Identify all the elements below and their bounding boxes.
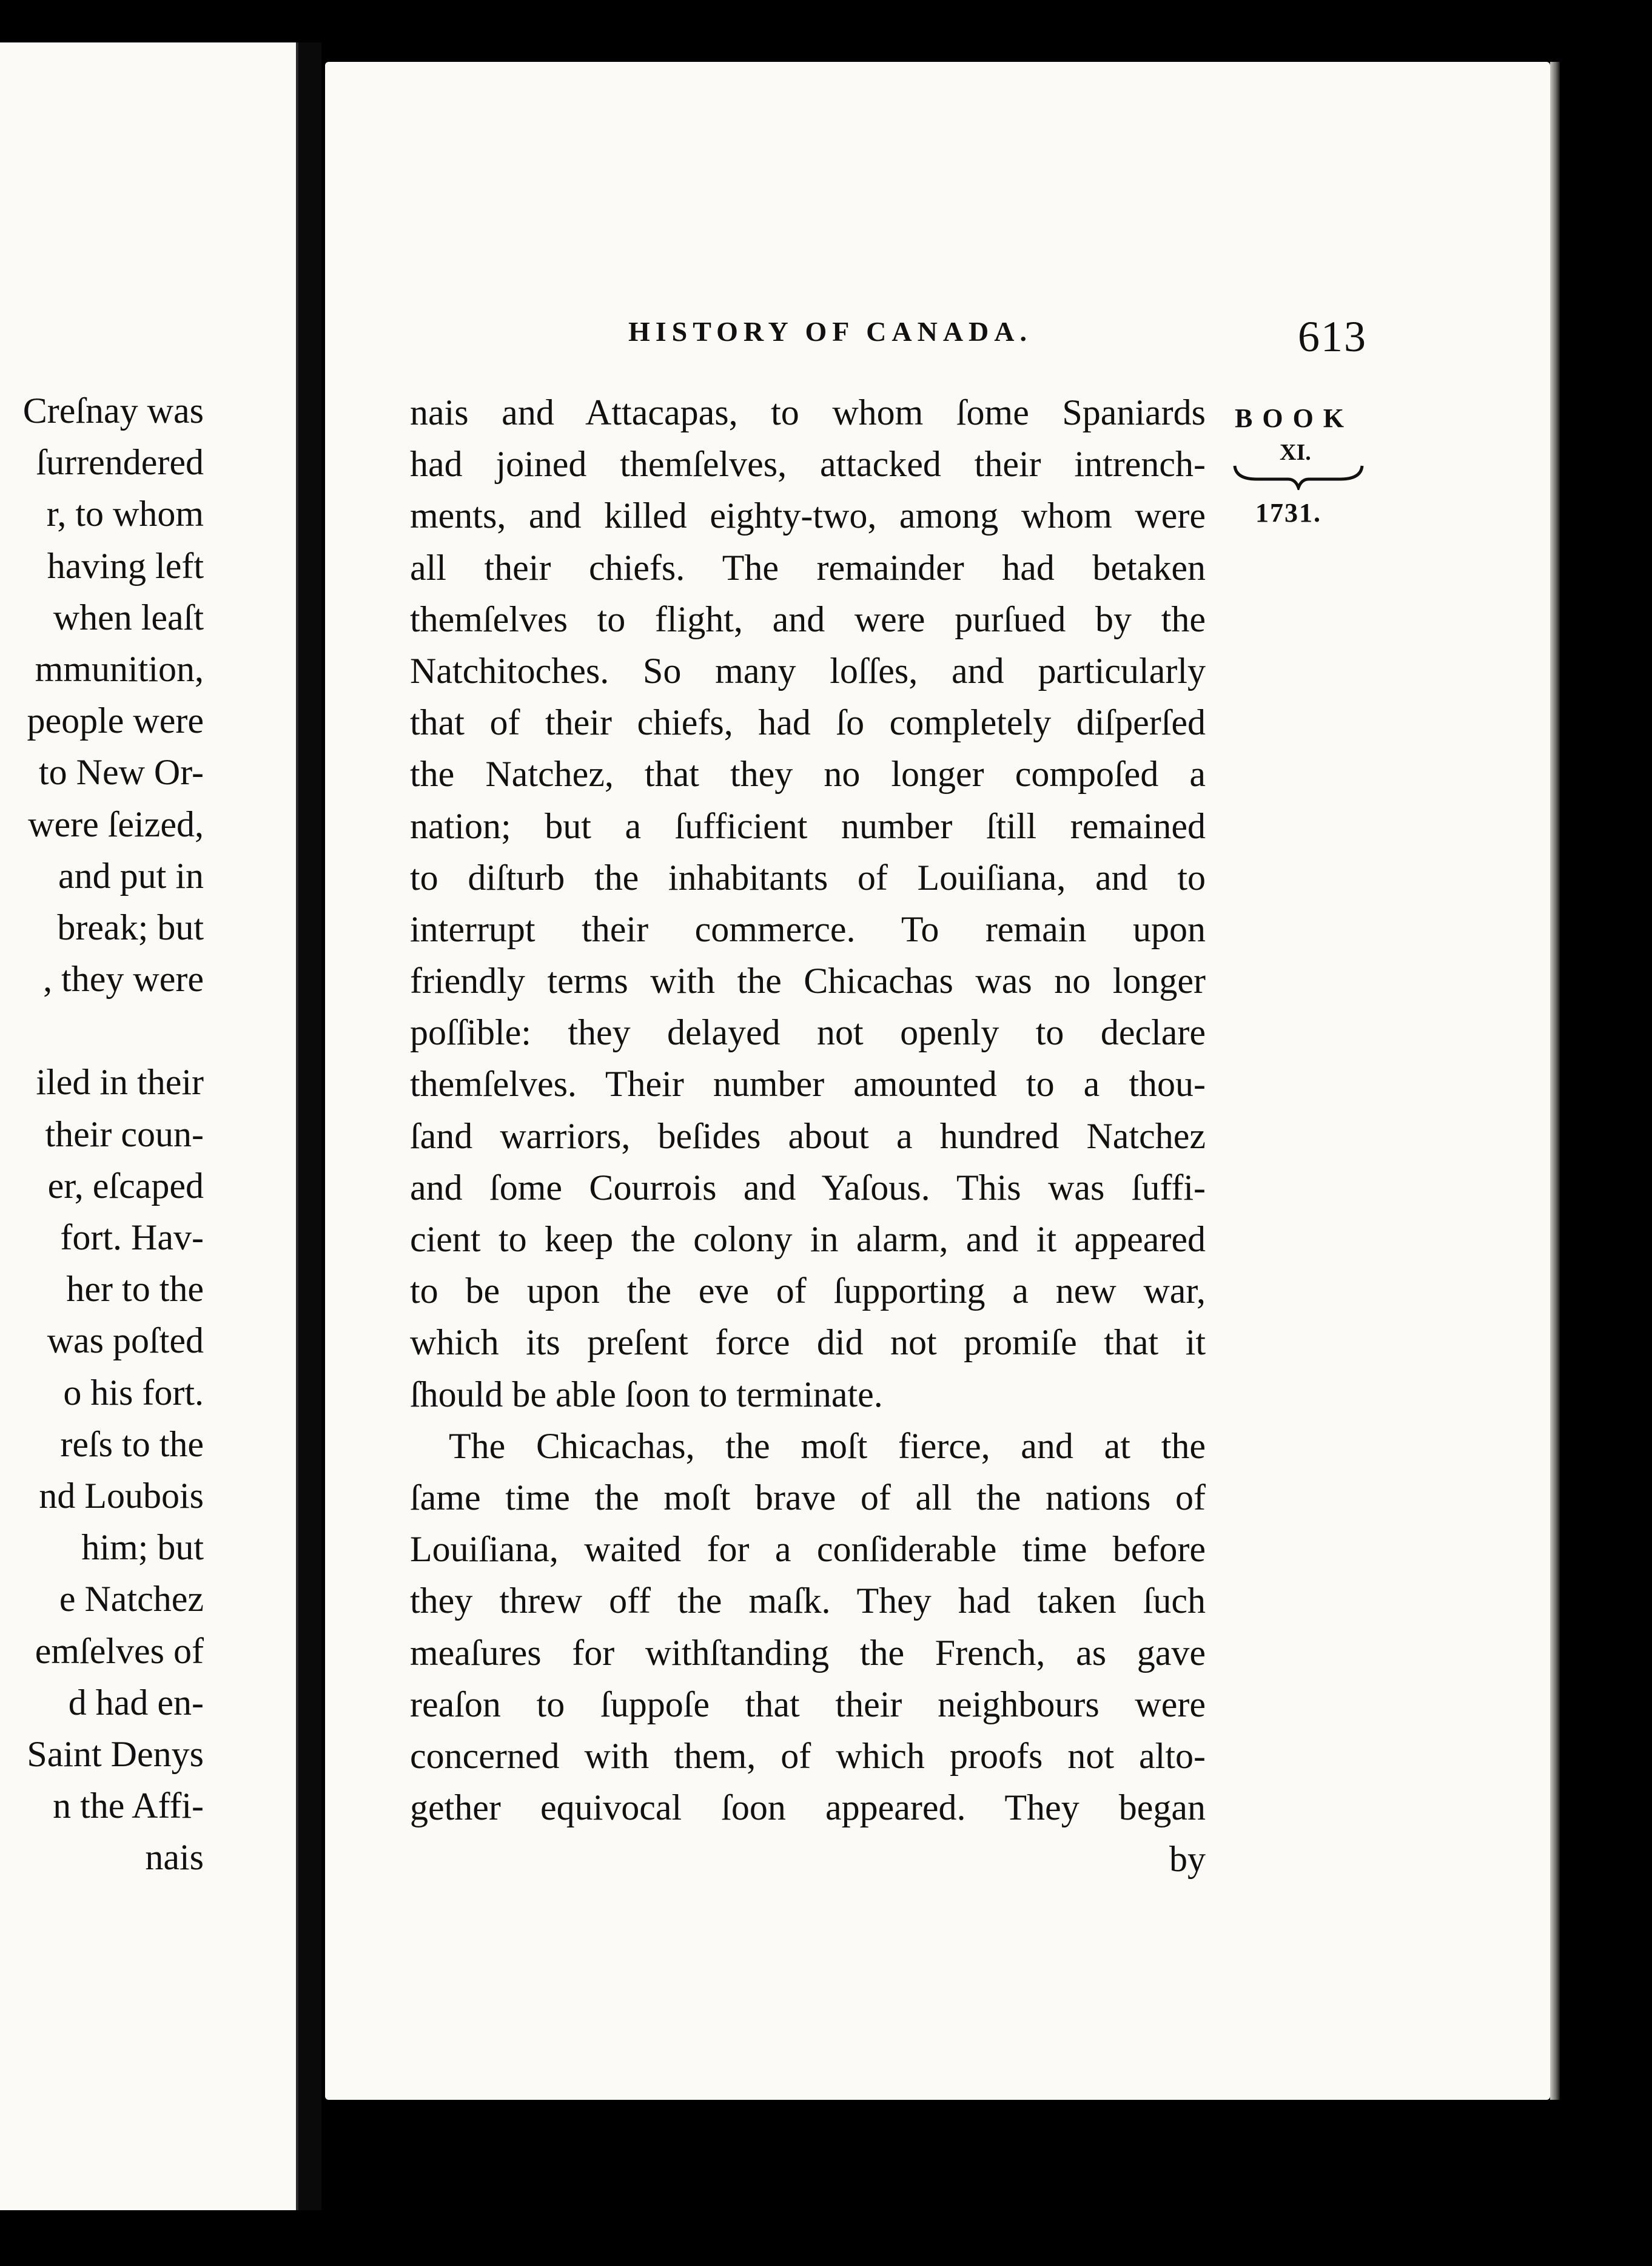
left-line: people were [27, 701, 204, 741]
running-head: HISTORY OF CANADA. [628, 316, 1033, 347]
left-line: ſurrendered [36, 442, 204, 483]
left-line: er, eſcaped [47, 1165, 204, 1206]
left-line [0, 1005, 204, 1057]
text-line: that of their chiefs, had ſo completely diſperſed [410, 702, 1206, 743]
text-line: friendly terms with the Chicachas was no longer [410, 961, 1206, 1001]
text-line: ments, and killed eighty-two, among whom were [410, 496, 1206, 536]
margin-year: 1731. [1255, 498, 1321, 528]
text-line: concerned with them, of which proofs not alto- [410, 1735, 1206, 1776]
left-line: reſs to the [60, 1424, 204, 1464]
text-line: poſſible: they delayed not openly to declare [410, 1012, 1206, 1053]
left-line: d had en- [68, 1682, 204, 1723]
text-line: which its preſent force did not promiſe that it [410, 1322, 1206, 1363]
left-line: Creſnay was [22, 391, 204, 431]
left-line: break; but [57, 907, 204, 947]
text-line: had joined themſelves, attacked their intrench- [410, 444, 1206, 485]
left-line: emſelves of [35, 1630, 204, 1671]
left-line: and put in [58, 855, 204, 896]
left-line: mmunition, [35, 648, 204, 689]
left-line: having left [47, 545, 204, 586]
text-line: The Chicachas, the moſt fierce, and at the [449, 1425, 1206, 1466]
left-line: iled in their [36, 1062, 204, 1103]
text-line: ſame time the moſt brave of all the nations of [410, 1477, 1206, 1518]
text-line: nais and Attacapas, to whom ſome Spaniards [410, 392, 1206, 432]
text-line: to be upon the eve of ſupporting a new war, [410, 1271, 1206, 1311]
left-line: r, to whom [46, 494, 204, 534]
text-line: gether equivocal ſoon appeared. They began [410, 1787, 1206, 1828]
text-line: ſand warriors, beſides about a hundred Natchez [410, 1115, 1206, 1156]
margin-book-label: BOOK [1235, 403, 1354, 433]
page-edge-shadow [1550, 62, 1560, 2100]
main-text [410, 387, 1206, 1885]
brace-icon [1232, 461, 1365, 490]
text-line: nation; but a ſufficient number ſtill remained [410, 805, 1206, 846]
left-line: fort. Hav- [60, 1217, 204, 1257]
left-line: n the Affi- [53, 1786, 204, 1826]
left-line: , they were [43, 959, 204, 1000]
page-number: 613 [1298, 312, 1367, 361]
text-line: meaſures for withſtanding the French, as gave [410, 1632, 1206, 1673]
text-line: themſelves. Their number amounted to a thou- [410, 1064, 1206, 1104]
left-line: o his fort. [63, 1372, 204, 1413]
left-line: were ſeized, [28, 804, 204, 844]
text-line: all their chiefs. The remainder had betaken [410, 547, 1206, 588]
text-line: and ſome Courrois and Yaſous. This was ſuffi- [410, 1167, 1206, 1208]
text-line: cient to keep the colony in alarm, and it appeared [410, 1219, 1206, 1259]
left-line: nais [145, 1837, 204, 1878]
left-line: him; but [81, 1527, 204, 1568]
margin-book-number: XI. [1280, 440, 1311, 465]
text-line: ſhould be able ſoon to terminate. [410, 1374, 883, 1414]
book-gutter [298, 42, 321, 2210]
left-line: to New Or- [38, 752, 204, 793]
text-line: they threw off the maſk. They had taken ſuch [410, 1581, 1206, 1621]
left-line: her to the [66, 1269, 204, 1310]
left-page-text [0, 385, 204, 1883]
left-line: when leaſt [53, 597, 204, 637]
text-line: reaſon to ſuppoſe that their neighbours were [410, 1684, 1206, 1724]
text-line: the Natchez, that they no longer compoſed a [410, 754, 1206, 795]
text-line: interrupt their commerce. To remain upon [410, 909, 1206, 949]
text-line: Natchitoches. So many loſſes, and particularly [410, 650, 1206, 691]
catchword: by [1169, 1839, 1206, 1880]
left-line: nd Loubois [39, 1475, 204, 1516]
left-line: Saint Denys [27, 1733, 204, 1774]
left-line: their coun- [45, 1114, 204, 1154]
left-line: e Natchez [59, 1579, 204, 1619]
text-line: to diſturb the inhabitants of Louiſiana, and to [410, 857, 1206, 898]
left-line: was poſted [47, 1320, 204, 1361]
text-line: Louiſiana, waited for a conſiderable time before [410, 1529, 1206, 1570]
text-line: themſelves to flight, and were purſued by the [410, 599, 1206, 639]
